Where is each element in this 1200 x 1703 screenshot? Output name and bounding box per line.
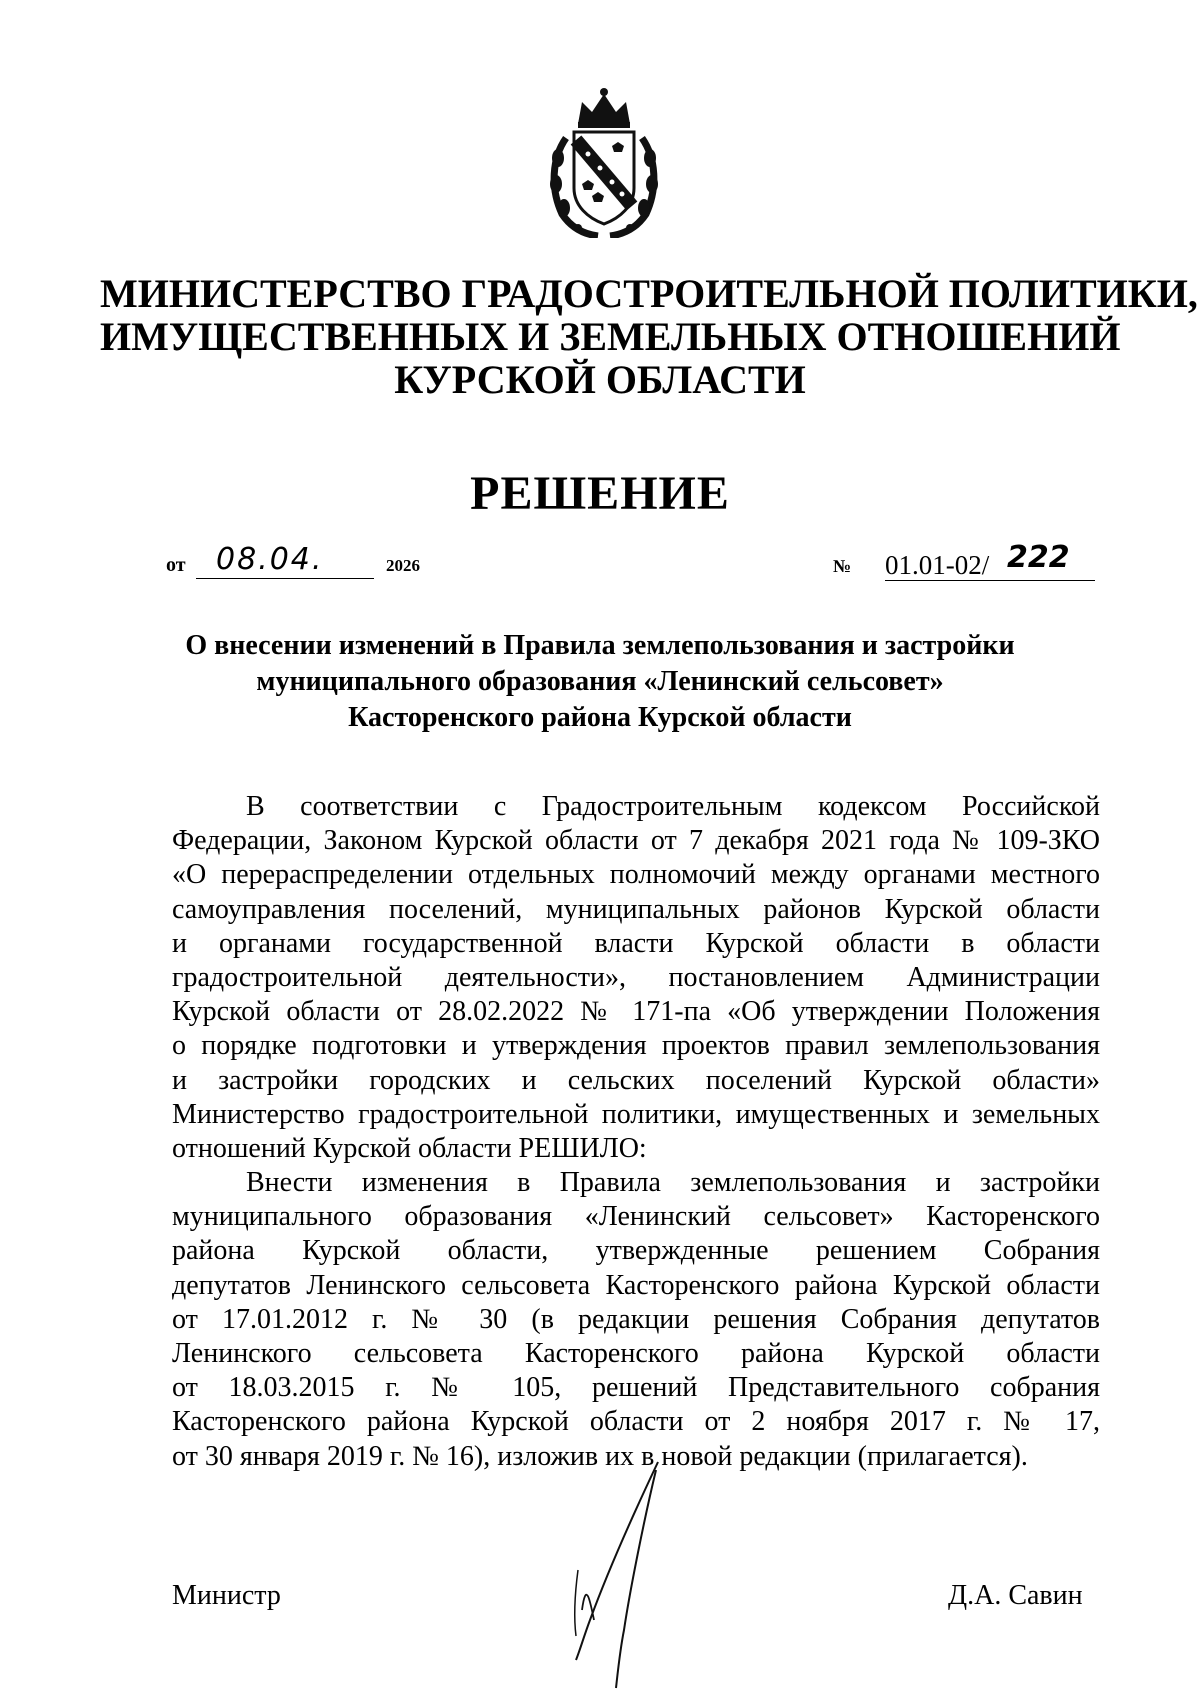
date-prefix: от (166, 554, 186, 576)
body-line: от 18.03.2015 г. № 105, решений Представительного собрания (172, 1372, 1100, 1404)
body-line: и органами государственной власти Курской области в области (172, 927, 1100, 959)
ministry-line: ИМУЩЕСТВЕННЫХ И ЗЕМЕЛЬНЫХ ОТНОШЕНИЙ (100, 314, 1121, 359)
body-line: депутатов Ленинского сельсовета Касторенского района Курской области (172, 1269, 1100, 1301)
body-line: Ленинского сельсовета Касторенского района Курской области (172, 1338, 1100, 1369)
number-sign: № (833, 556, 852, 576)
body-line: Курской области от 28.02.2022 № 171-па «Об утверждении Положения (172, 996, 1100, 1028)
body-line: от 30 января 2019 г. № 16), изложив их в новой редакции (прилагается). (172, 1440, 1028, 1472)
body-line: В соответствии с Градостроительным кодексом Российской (246, 791, 1100, 822)
body-line: «О перераспределении отдельных полномочий между органами местного (172, 859, 1100, 891)
subject-line: муниципального образования «Ленинский сельсовет» (256, 666, 944, 697)
ministry-line: КУРСКОЙ ОБЛАСТИ (394, 357, 806, 402)
subject-line: Касторенского района Курской области (348, 702, 852, 733)
decision-body (172, 790, 1100, 1474)
number-handwritten: 222 (1007, 540, 1070, 575)
body-line: о порядке подготовки и утверждения проектов правил землепользования (172, 1030, 1100, 1062)
body-line: Внести изменения в Правила землепользования и застройки (246, 1167, 1100, 1199)
body-line: Министерство градостроительной политики, имущественных и земельных (172, 1098, 1100, 1130)
ministry-line: МИНИСТЕРСТВО ГРАДОСТРОИТЕЛЬНОЙ ПОЛИТИКИ, (100, 271, 1198, 316)
body-line: градостроительной деятельности», постановлением Администрации (172, 961, 1100, 993)
signer-name: Д.А. Савин (948, 1580, 1083, 1611)
body-line: Касторенского района Курской области от 2 ноября 2017 г. № 17, (172, 1406, 1100, 1438)
body-line: самоуправления поселений, муниципальных районов Курской области (172, 893, 1100, 925)
kursk-coat-of-arms-icon (548, 88, 660, 238)
number-underline (885, 580, 1095, 581)
body-line: Федерации, Законом Курской области от 7 декабря 2021 года № 109-ЗКО (172, 825, 1100, 857)
date-year: 2026 (386, 556, 420, 575)
date-underline (196, 578, 374, 579)
body-line: и застройки городских и сельских поселений Курской области» (172, 1064, 1100, 1096)
decision-number (833, 540, 1103, 586)
body-line: отношений Курской области РЕШИЛО: (172, 1132, 647, 1164)
body-line: муниципального образования «Ленинский сельсовет» Касторенского (172, 1201, 1100, 1233)
ministry-name (100, 271, 1198, 402)
body-line: района Курской области, утвержденные решением Собрания (172, 1235, 1100, 1267)
date-handwritten: 08.04. (216, 542, 324, 577)
body-line: от 17.01.2012 г. № 30 (в редакции решения Собрания депутатов (172, 1303, 1100, 1335)
decision-date (166, 542, 446, 584)
handwritten-signature (560, 1460, 700, 1690)
decision-subject (100, 628, 1100, 736)
document-type-title: РЕШЕНИЕ (470, 467, 730, 520)
signer-title: Министр (172, 1580, 281, 1611)
subject-line: О внесении изменений в Правила землепользования и застройки (185, 630, 1015, 661)
number-printed: 01.01-02/ (885, 550, 990, 580)
